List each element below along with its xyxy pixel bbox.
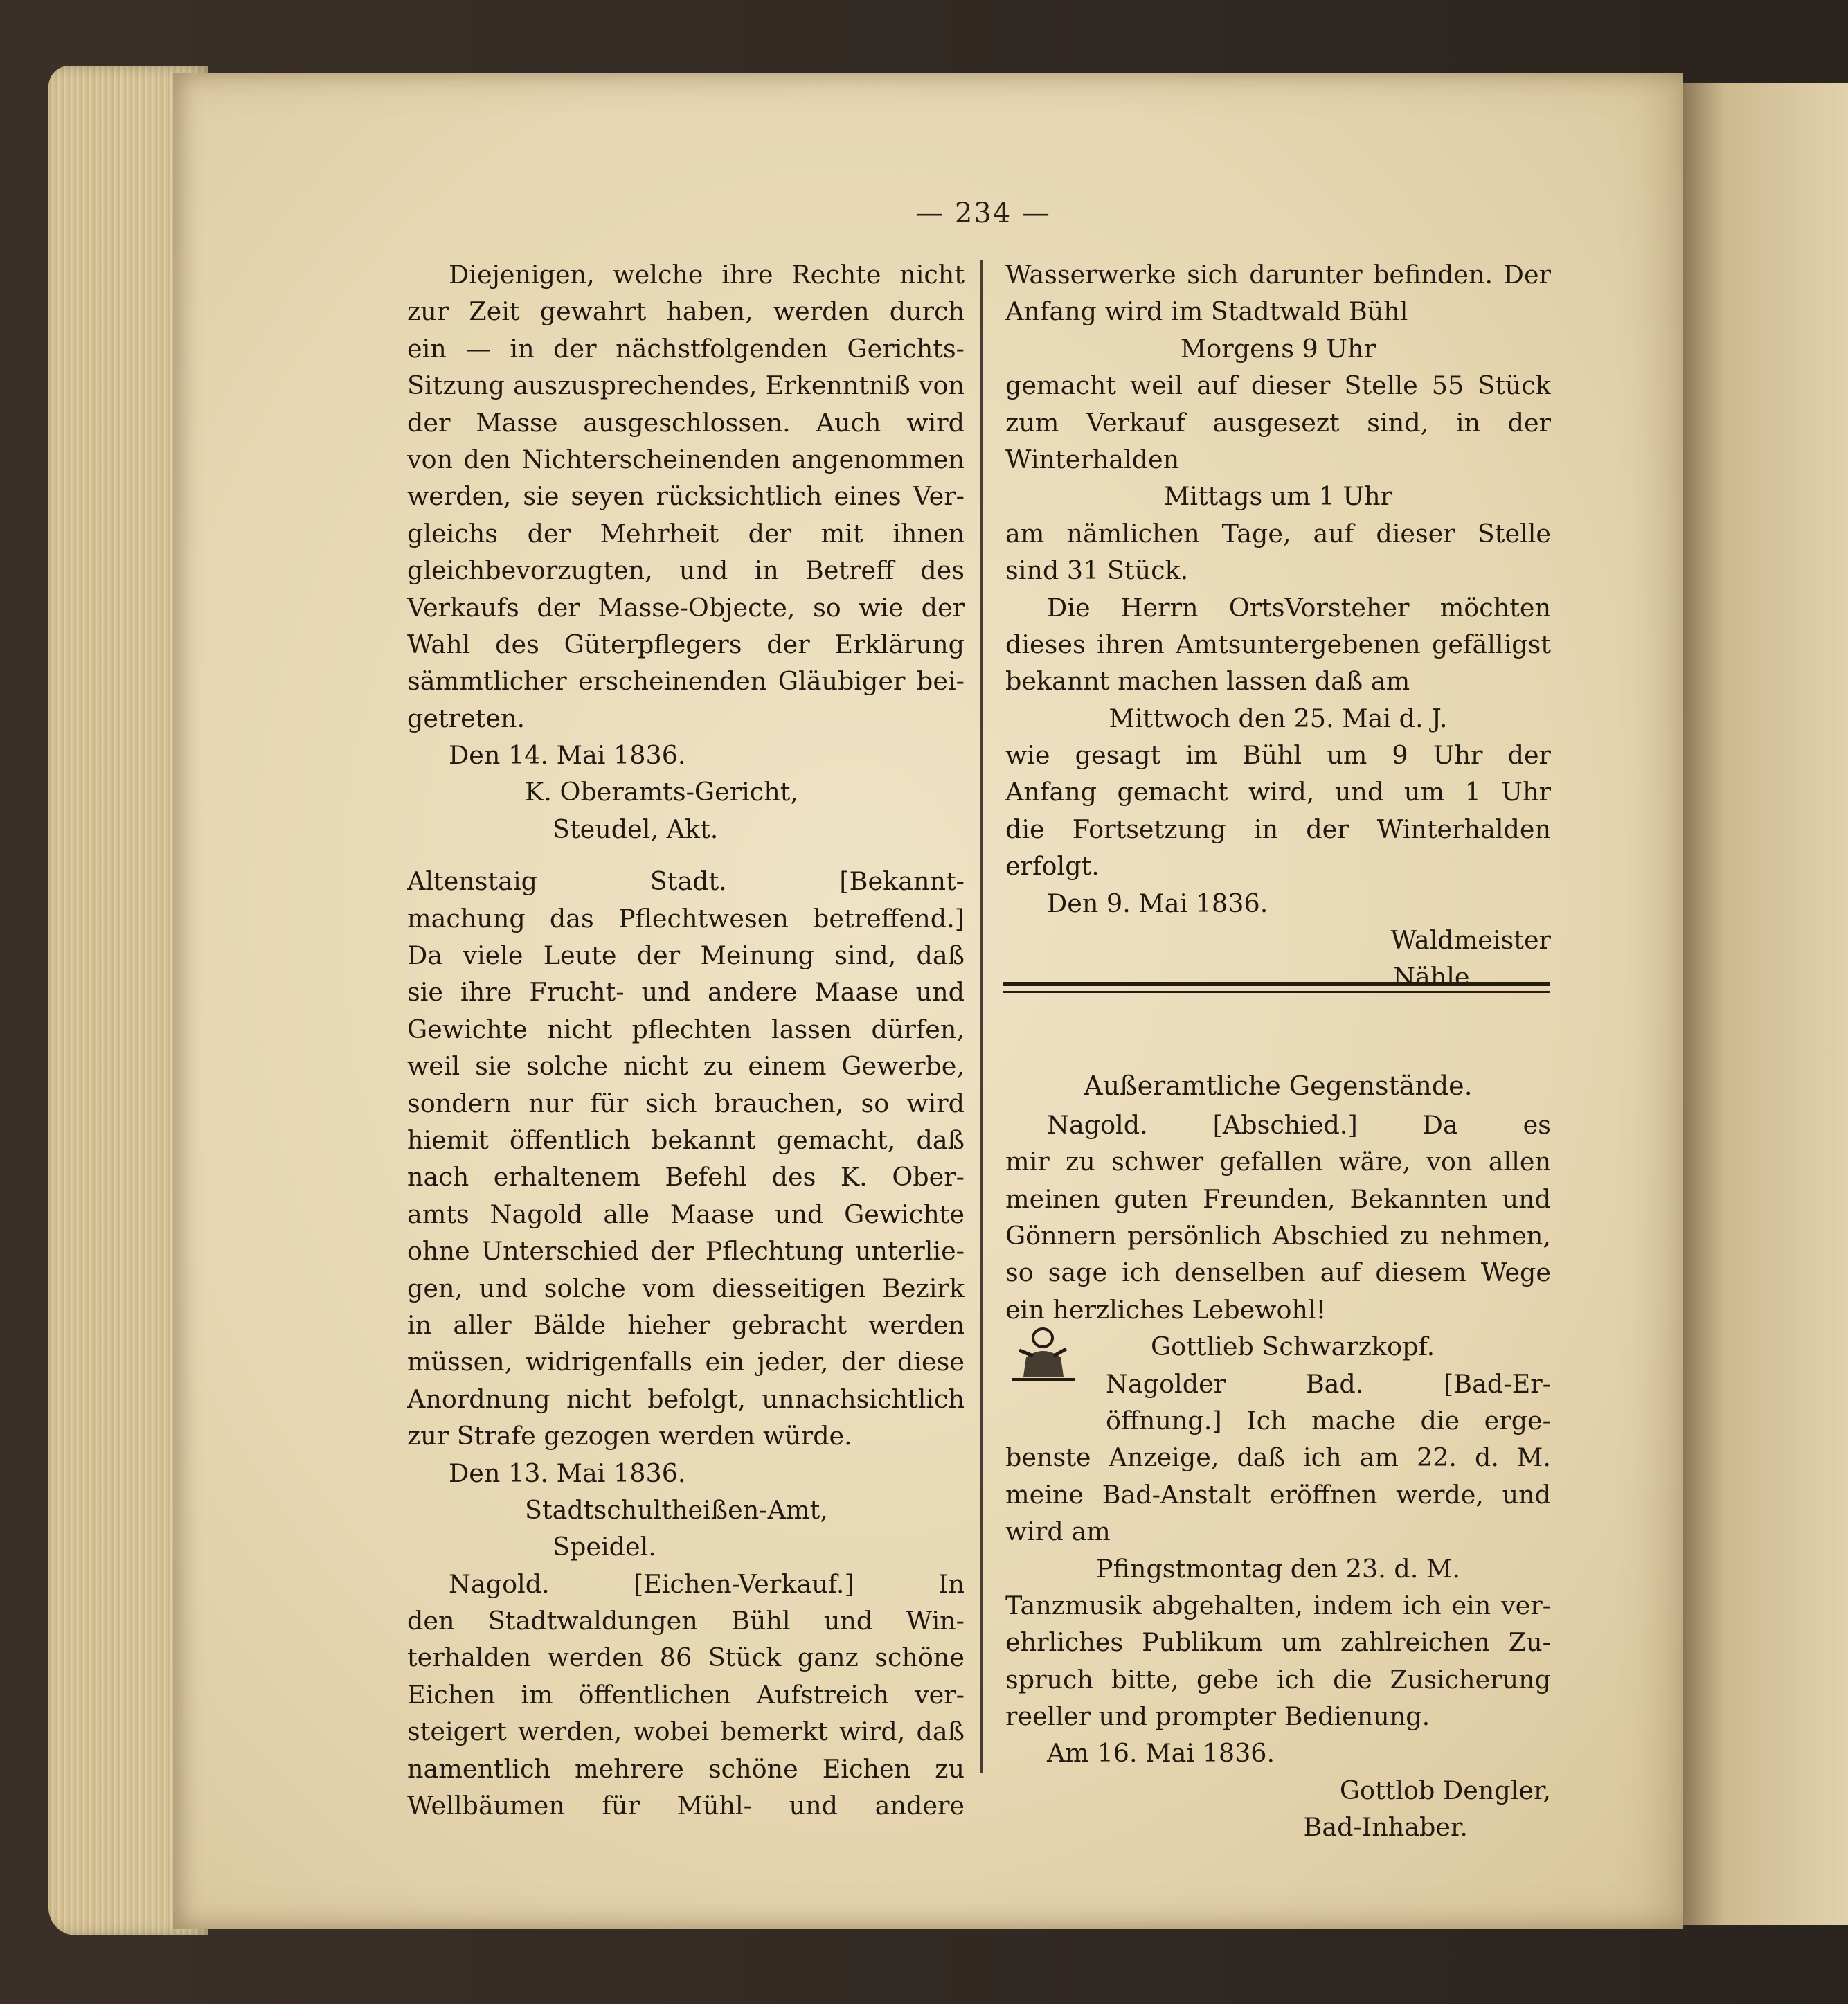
text-line: Die Herrn OrtsVorsteher möchten — [1047, 592, 1551, 623]
text-line: ehrliches Publikum um zahlreichen Zu- — [1005, 1627, 1551, 1658]
text-line: Winterhalden — [1005, 444, 1180, 474]
text-line: dieses ihren Amtsuntergebenen gefälligst — [1005, 629, 1551, 659]
notice-title-line: Nagold. [Eichen-Verkauf.] In — [449, 1568, 965, 1599]
text-line: Anfang wird im Stadtwald Bühl — [1005, 296, 1408, 327]
spacer — [1005, 996, 1551, 1065]
text-line: Sitzung auszusprechendes, Erkenntniß von — [407, 370, 965, 401]
text-line: so sage ich denselben auf diesem Wege — [1005, 1258, 1551, 1288]
text-line: zur Strafe gezogen werden würde. — [407, 1421, 852, 1451]
text-line: ohne Unterschied der Pflechtung unterlie- — [407, 1236, 965, 1267]
text-line: gleichs der Mehrheit der mit ihnen — [407, 518, 965, 548]
text-line: bekannt machen lassen daß am — [1005, 666, 1410, 697]
text-line: Tanzmusik abgehalten, indem ich ein ver- — [1005, 1590, 1551, 1620]
notice-title-line: Nagold. [Abschied.] Da es — [1047, 1109, 1551, 1140]
right-column — [1005, 256, 1551, 1846]
signature-line: Gottlieb Schwarzkopf. — [1151, 1332, 1435, 1362]
section-divider-rule — [1003, 982, 1550, 993]
text-line: mir zu schwer gefallen wäre, von allen — [1005, 1147, 1551, 1177]
date-line: Den 13. Mai 1836. — [449, 1458, 686, 1488]
text-line: meinen guten Freunden, Bekannten und — [1005, 1183, 1551, 1214]
text-line: gleichbevorzugten, und in Betreff des — [407, 555, 965, 586]
text-line: öffnung.] Ich mache die erge- — [1106, 1405, 1551, 1435]
text-line: Da viele Leute der Meinung sind, daß — [407, 940, 965, 971]
signature-line: K. Oberamts-Gericht, — [525, 777, 799, 807]
date-emphasis-line: Pfingstmontag den 23. d. M. — [1096, 1553, 1460, 1584]
text-line: Wasserwerke sich darunter befinden. Der — [1005, 260, 1551, 289]
text-line: benste Anzeige, daß ich am 22. d. M. — [1005, 1442, 1551, 1473]
text-line: gen, und solche vom diesseitigen Bezirk — [407, 1273, 965, 1303]
text-line: von den Nichterscheinenden angenommen — [407, 444, 965, 474]
text-line: der Masse ausgeschlossen. Auch wird — [407, 407, 965, 438]
text-line: steigert werden, wobei bemerkt wird, daß — [407, 1717, 965, 1747]
bather-woodcut-icon — [1005, 1316, 1080, 1385]
text-line: namentlich mehrere schöne Eichen zu — [407, 1753, 965, 1784]
text-line: den Stadtwaldungen Bühl und Win- — [407, 1606, 965, 1636]
date-line: Den 14. Mai 1836. — [449, 740, 686, 771]
text-line: zum Verkauf ausgesezt sind, in der — [1005, 407, 1551, 438]
text-line: die Fortsetzung in der Winterhalden — [1005, 814, 1551, 844]
text-line: Diejenigen, welche ihre Rechte nicht — [449, 260, 965, 289]
signature-line: Steudel, Akt. — [553, 814, 719, 844]
date-line: Den 9. Mai 1836. — [1047, 888, 1268, 918]
text-line: wie gesagt im Bühl um 9 Uhr der — [1005, 740, 1551, 771]
text-line: werden, sie seyen rücksichtlich eines Ver- — [407, 481, 965, 512]
text-line: spruch bitte, gebe ich die Zusicherung — [1005, 1664, 1551, 1694]
time-line: Mittags um 1 Uhr — [1163, 481, 1393, 512]
signature-line: Gottlob Dengler, — [1339, 1775, 1551, 1805]
date-line: Am 16. Mai 1836. — [1047, 1738, 1275, 1769]
text-line: Anordnung nicht befolgt, unnachsichtlich — [407, 1384, 965, 1414]
text-line: müssen, widrigenfalls ein jeder, der diese — [407, 1347, 965, 1377]
page-number: — 234 — — [915, 197, 1051, 229]
text-line: ein — in der nächstfolgenden Gerichts- — [407, 333, 965, 364]
text-line: machung das Pflechtwesen betreffend.] — [407, 903, 965, 933]
text-line: Eichen im öffentlichen Aufstreich ver- — [407, 1679, 965, 1710]
text-line: in aller Bälde hieher gebracht werden — [407, 1309, 965, 1340]
text-line: nach erhaltenem Befehl des K. Ober- — [407, 1162, 965, 1192]
text-line: zur Zeit gewahrt haben, werden durch — [407, 296, 965, 327]
text-line: sind 31 Stück. — [1005, 555, 1189, 586]
signature-line: Speidel. — [553, 1532, 656, 1562]
text-line: ein herzliches Lebewohl! — [1005, 1294, 1327, 1325]
text-line: Anfang gemacht wird, und um 1 Uhr — [1005, 777, 1551, 807]
time-line: Morgens 9 Uhr — [1180, 333, 1376, 364]
text-line: Gönnern persönlich Abschied zu nehmen, — [1005, 1220, 1551, 1251]
text-line: sie ihre Frucht- und andere Maase und — [407, 977, 965, 1008]
spacer — [407, 848, 965, 863]
text-line: Verkaufs der Masse-Objecte, so wie der — [407, 592, 965, 623]
signature-line: Waldmeister — [1390, 925, 1551, 956]
text-line: sämmtlicher erscheinenden Gläubiger bei- — [407, 666, 965, 697]
left-column — [407, 256, 965, 1824]
notice-title-line: Altenstaig Stadt. [Bekannt- — [407, 866, 965, 897]
text-line: Wahl des Güterpflegers der Erklärung — [407, 629, 965, 659]
text-line: sondern nur für sich brauchen, so wird — [407, 1088, 965, 1118]
signature-line: Bad-Inhaber. — [1303, 1812, 1468, 1843]
text-line: hiemit öffentlich bekannt gemacht, daß — [407, 1125, 965, 1155]
text-line: terhalden werden 86 Stück ganz schöne — [407, 1643, 965, 1673]
text-line: Gewichte nicht pflechten lassen dürfen, — [407, 1014, 965, 1044]
text-line: am nämlichen Tage, auf dieser Stelle — [1005, 518, 1551, 548]
text-line: getreten. — [407, 703, 526, 733]
text-line: meine Bad-Anstalt eröffnen werde, und — [1005, 1479, 1551, 1510]
text-line: wird am — [1005, 1517, 1111, 1547]
text-line: reeller und prompter Bedienung. — [1005, 1701, 1430, 1732]
text-line: erfolgt. — [1005, 851, 1100, 882]
text-line: gemacht weil auf dieser Stelle 55 Stück — [1005, 370, 1551, 401]
date-emphasis-line: Mittwoch den 25. Mai d. J. — [1109, 703, 1448, 733]
facing-page-edge — [1683, 83, 1848, 1925]
section-heading: Außeramtliche Gegenstände. — [1084, 1070, 1473, 1101]
text-line: amts Nagold alle Maase und Gewichte — [407, 1199, 965, 1229]
signature-line: Stadtschultheißen-Amt, — [525, 1494, 828, 1525]
text-line: Wellbäumen für Mühl- und andere — [407, 1791, 965, 1821]
signature-line: Nähle. — [1393, 962, 1478, 992]
text-line: weil sie solche nicht zu einem Gewerbe, — [407, 1051, 965, 1082]
column-divider — [980, 260, 983, 1773]
notice-title-line: Nagolder Bad. [Bad-Er- — [1106, 1368, 1551, 1399]
